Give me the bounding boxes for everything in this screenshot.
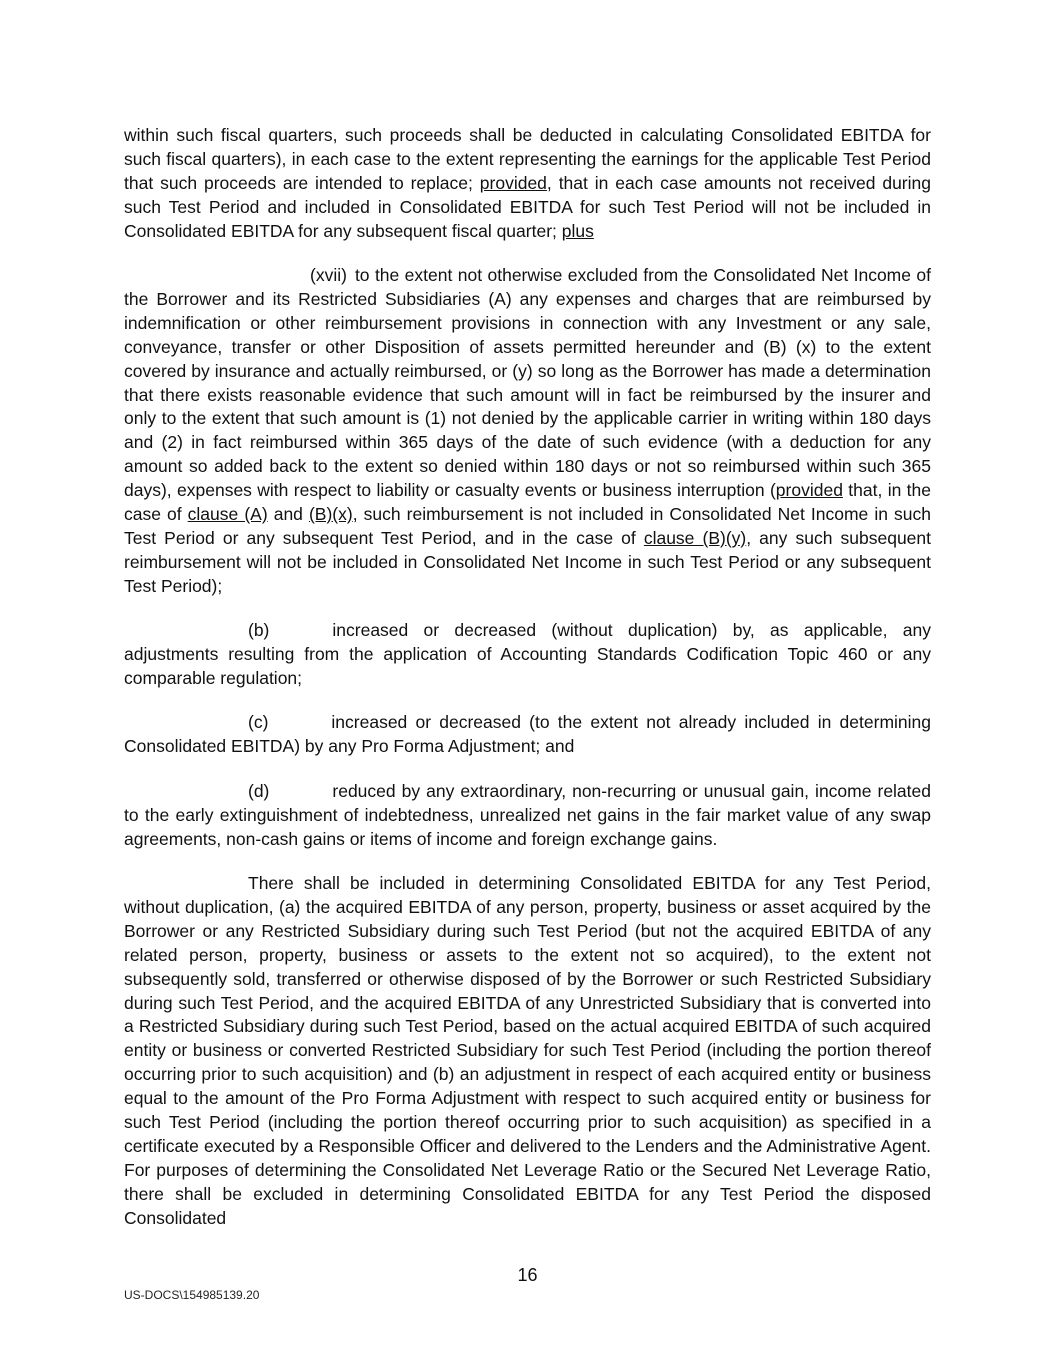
clause-label: (c) <box>248 712 269 733</box>
underlined-term: provided <box>775 480 843 501</box>
underlined-term: clause (A) <box>187 504 268 525</box>
clause-label: (xvii) <box>310 265 347 286</box>
document-id: US-DOCS\154985139.20 <box>124 1288 260 1302</box>
paragraph-acquired-ebitda: There shall be included in determining Consolidated EBITDA for any Test Period, without duplication, (a) the acquired EBITDA of any person, property, business or asset acquired by the Borrower or any Restricted Subsidiary during such Test Period (but not the acquired EBITDA of any related person, property, business or assets to the extent not so acquired), to the extent not subsequently sold, transferred or otherwise disposed of by the Borrower or such Restricted Subsidiary during such Test Period, and the acquired EBITDA of any Unrestricted Subsidiary that is converted into a Restricted Subsidiary during such Test Period, based on the actual acquired EBITDA of such acquired entity or business or converted Restricted Subsidiary for such Test Period (including the portion thereof occurring prior to such acquisition) and (b) an adjustment in respect of each acquired entity or business equal to the amount of the Pro Forma Adjustment with respect to such acquired entity or business for such Test Period (including the portion thereof occurring prior to such acquisition) as specified in a certificate executed by a Responsible Officer and delivered to the Lenders and the Administrative Agent. For purposes of determining the Consolidated Net Leverage Ratio or the Secured Net Leverage Ratio, there shall be excluded in determining Consolidated EBITDA for any Test Period the disposed Consolidated <box>124 872 931 1228</box>
underlined-term: (B)(x) <box>308 504 353 525</box>
paragraph-continuation: within such fiscal quarters, such proceeds shall be deducted in calculating Consolidated EBITDA for such fiscal quarters), in each case to the extent representing the earnings for the applicable Test Period that such proceeds are intended to replace; provided, that in each case amounts not received during such Test Period and included in Consolidated EBITDA for such Test Period will not be included in Consolidated EBITDA for any subsequent fiscal quarter; plus <box>124 125 931 241</box>
paragraph-clause-d: (d) reduced by any extraordinary, non-recurring or unusual gain, income related to the early extinguishment of indebtedness, unrealized net gains in the fair market value of any swap agreements, non-cash gains or items of income and foreign exchange gains. <box>124 780 931 849</box>
underlined-term: plus <box>561 220 594 241</box>
paragraph-clause-c: (c) increased or decreased (to the extent not already included in determining Consolidated EBITDA) by any Pro Forma Adjustment; and <box>124 712 931 757</box>
document-body <box>124 124 931 1251</box>
underlined-term: provided <box>479 172 547 193</box>
underlined-term: clause (B)(y) <box>643 528 747 548</box>
paragraph-clause-b: (b) increased or decreased (without duplication) by, as applicable, any adjustments resulting from the application of Accounting Standards Codification Topic 460 or any comparable regulation; <box>124 620 931 689</box>
clause-label: (d) <box>248 780 270 801</box>
clause-label: (b) <box>248 620 270 641</box>
page-number: 16 <box>517 1265 538 1285</box>
paragraph-clause-xvii: (xvii) to the extent not otherwise excluded from the Consolidated Net Income of the Borrower and its Restricted Subsidiaries (A) any expenses and charges that are reimbursed by indemnification or other reimbursement provisions in connection with any Investment or any sale, conveyance, transfer or other Disposition of assets permitted hereunder and (B) (x) to the extent covered by insurance and actually reimbursed, or (y) so long as the Borrower has made a determination that there exists reasonable evidence that such amount will in fact be reimbursed by the insurer and only to the extent that such amount is (1) not denied by the applicable carrier in writing within 180 days and (2) in fact reimbursed within 365 days of the date of such evidence (with a deduction for any amount so added back to the extent so denied within 180 days or not so reimbursed within such 365 days), expenses with respect to liability or casualty events or business interruption (provided that, in the case of clause (A) and (B)(x), such reimbursement is not included in Consolidated Net Income in such Test Period or any subsequent Test Period, and in the case of clause (B)(y), any such subsequent reimbursement will not be included in Consolidated Net Income in such Test Period or any subsequent Test Period); <box>124 265 932 596</box>
